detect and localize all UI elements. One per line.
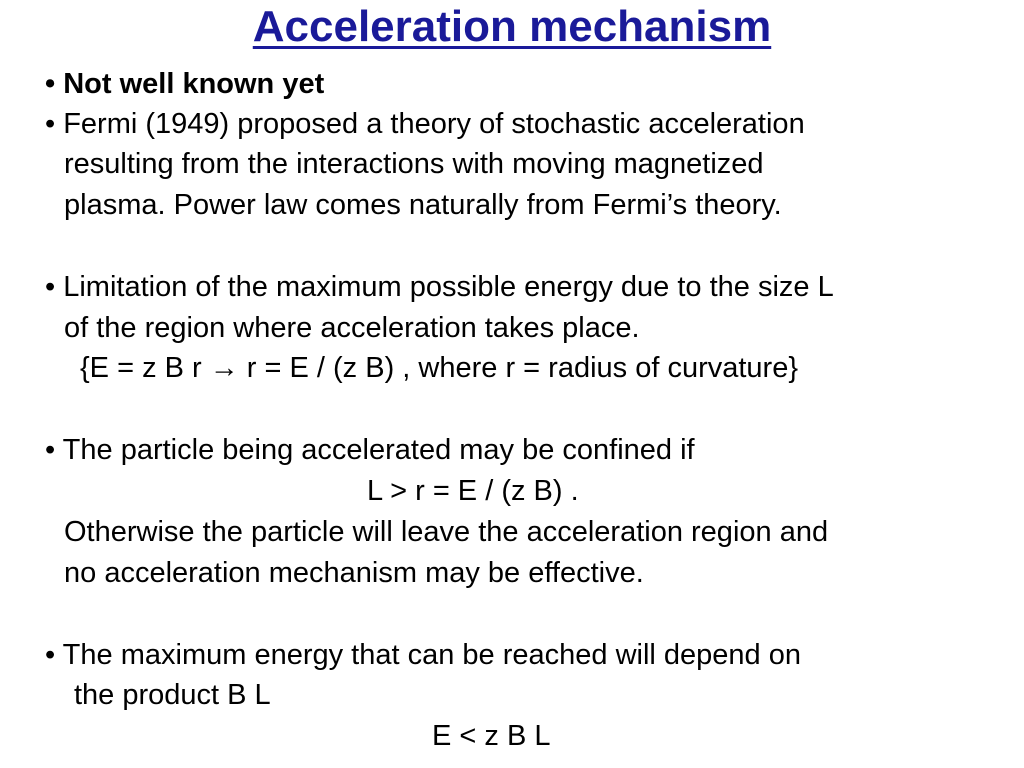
bullet-fermi-line-2: resulting from the interactions with moving magnetized (64, 148, 764, 180)
bullet-limitation-line-2: of the region where acceleration takes place. (64, 312, 640, 344)
slide-title: Acceleration mechanism (252, 2, 772, 51)
bullet-confined-line-3: no acceleration mechanism may be effective. (64, 557, 644, 589)
bullet-limitation-line-1: • Limitation of the maximum possible energy due to the size L (45, 271, 834, 303)
confinement-condition: L > r = E / (z B) . (367, 475, 579, 507)
bullet-fermi-line-3: plasma. Power law comes naturally from Fermi’s theory. (64, 189, 782, 221)
bullet-max-energy-line-1: • The maximum energy that can be reached will depend on (45, 639, 801, 671)
bullet-confined-line-1: • The particle being accelerated may be confined if (45, 434, 695, 466)
bullet-confined-line-2: Otherwise the particle will leave the acceleration region and (64, 516, 829, 548)
radius-equation: {E = z B r → r = E / (z B) , where r = radius of curvature} (80, 352, 799, 384)
bullet-not-well-known: • Not well known yet (45, 68, 325, 100)
max-energy-equation: E < z B L (432, 720, 551, 752)
bullet-fermi-line-1: • Fermi (1949) proposed a theory of stochastic acceleration (45, 108, 805, 140)
bullet-max-energy-line-2: the product B L (74, 679, 271, 711)
